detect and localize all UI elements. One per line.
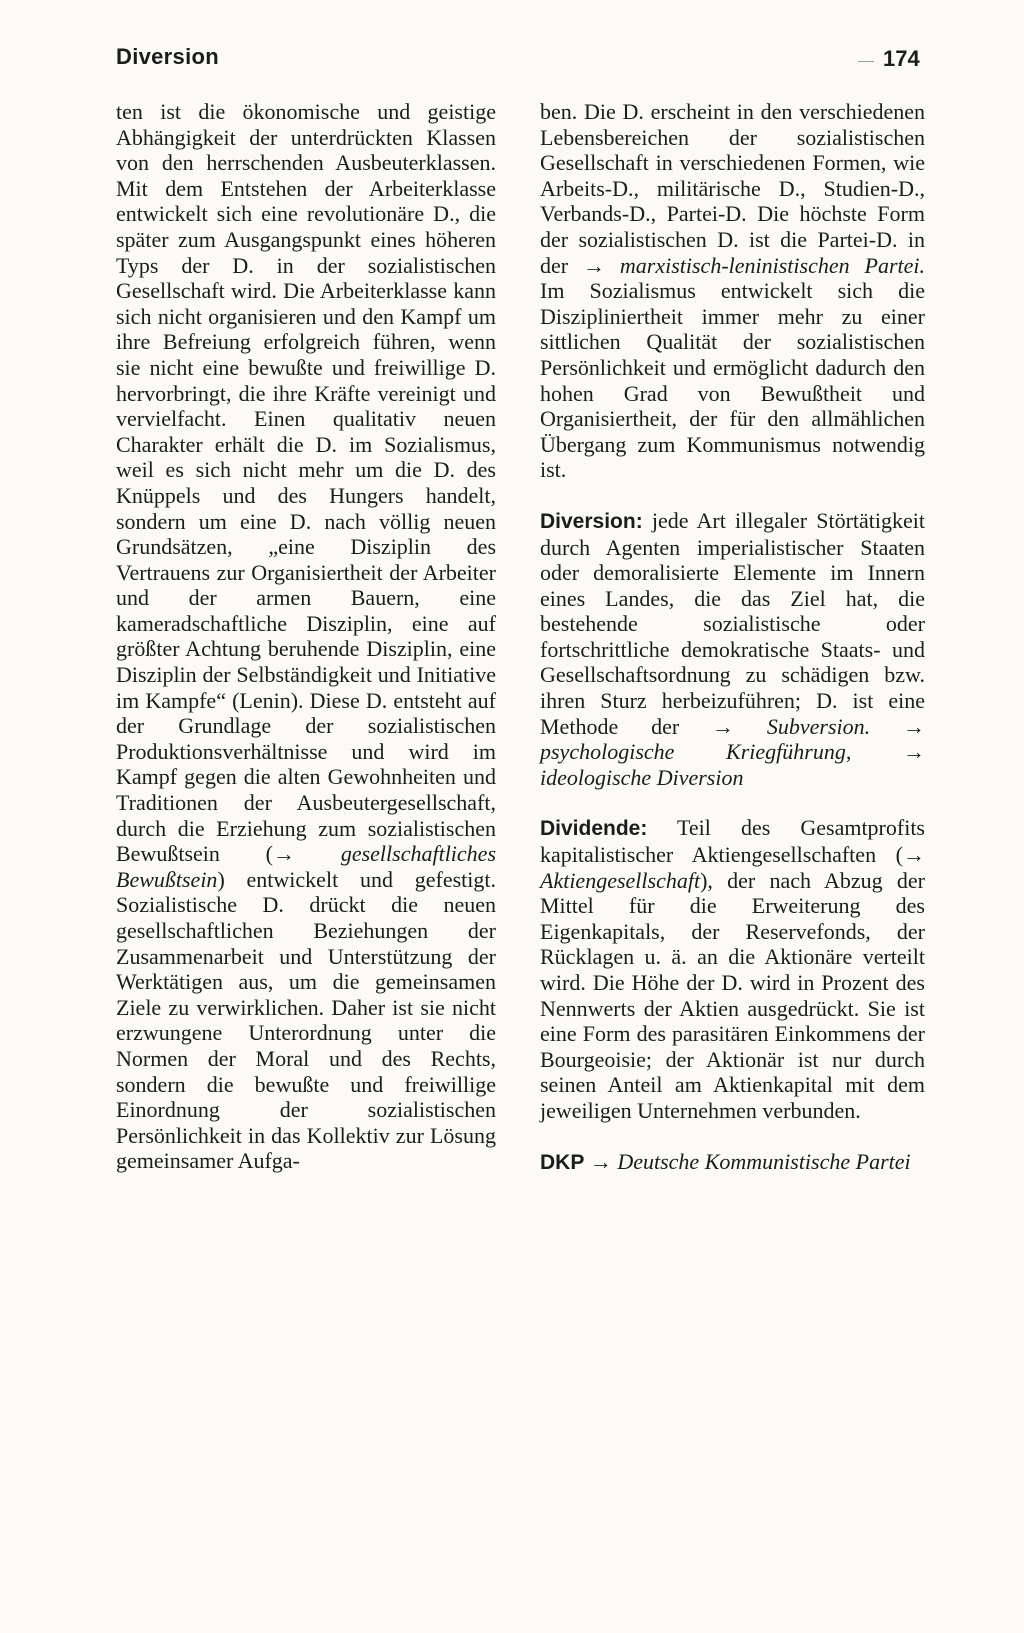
running-head-keyword: Diversion: [116, 44, 219, 69]
cross-reference-arrow-icon: →: [712, 713, 735, 739]
cross-reference-link[interactable]: gesellschaftliches Bewußtsein: [116, 841, 497, 892]
entry-text: ), der nach Abzug der Mittel für die Erweiterung des Eigenkapitals, der Reservefonds, der Rücklagen u. ä. an die Aktionäre verteilt wird. Die Höhe der D. wird in Prozent des Nennwerts der Aktien ausgedrückt. Sie ist eine Form des parasitären Einkommens der Bourgeoisie; der Aktionär ist nur durch seinen Anteil am Aktienkapital mit dem jeweiligen Unternehmen verbunden.: [540, 867, 925, 1123]
entry-headword: DKP: [540, 1150, 585, 1174]
cross-reference-arrow-icon: →: [903, 739, 925, 765]
entry-text: jede Art illegaler Störtätigkeit durch Agenten imperialistischer Staaten oder demoralisierte Elemente im Innern eines Landes, die das Ziel hat, die bestehende sozialistische oder fortschrittliche demokratische Staats- und Gesellschaftsordnung zu schädigen bzw. ihren Sturz herbeizuführen; D. ist eine Methode der: [540, 507, 925, 739]
cross-reference-link[interactable]: Deutsche Kommunistische Partei: [617, 1148, 911, 1174]
entry-text: Teil des Gesamtprofits kapitalistischer Aktiengesellschaften (: [540, 815, 925, 868]
left-column: [116, 99, 496, 1174]
entry-headword: Dividende:: [540, 817, 648, 841]
cross-reference-arrow-icon: →: [589, 1148, 612, 1174]
entry-dkp: [540, 1149, 925, 1176]
right-column: [540, 99, 925, 1175]
cross-reference-link[interactable]: Aktiengesellschaft: [540, 867, 701, 893]
cross-reference-arrow-icon: →: [582, 252, 605, 278]
entry-dividende: [540, 815, 925, 1123]
body-text: Im Sozialismus entwickelt sich die Diszipliniertheit immer mehr zu einer sittlichen Qualität der sozialistischen Persönlichkeit und ermöglicht dadurch den hohen Grad von Bewußtheit und Organisiertheit, der für den allmählichen Übergang zum Kommunismus notwendig ist.: [540, 278, 925, 483]
page-number: 174: [883, 46, 920, 71]
cross-reference-arrow-icon: →: [903, 713, 925, 739]
entry-diversion: [540, 508, 925, 791]
cross-reference-link[interactable]: marxistisch-leninistischen Partei.: [619, 252, 925, 278]
disziplin-entry-continuation: [540, 99, 925, 483]
body-text: ben. Die D. erscheint in den verschiedenen Lebensbereichen der sozialistischen Gesellschaft in verschiedenen Formen, wie Arbeits-D., militärische D., Studien-D., Verbands-D., Partei-D. Die höchste Form der sozialistischen D. ist die Partei-D. in der: [540, 99, 925, 278]
cross-reference-link[interactable]: ideologische Diversion: [540, 764, 744, 790]
cross-reference-arrow-icon: →: [273, 841, 296, 867]
cross-reference-link[interactable]: psychologische Kriegführung,: [540, 739, 852, 765]
body-text: ten ist die ökonomische und geistige Abhängigkeit der unterdrückten Klassen von den herrschenden Ausbeuterklassen. Mit dem Entstehen der Arbeiterklasse entwickelt sich eine revolutionäre D., die später zum Ausgangspunkt eines höheren Typs der D. in der sozialistischen Gesellschaft wird. Die Arbeiterklasse kann sich nicht organisieren und den Kampf um ihre Befreiung erfolgreich führen, wenn sie nicht eine bewußte und freiwillige D. hervorbringt, die ihre Kräfte vereinigt und vervielfacht. Einen qualitativ neuen Charakter erhält die D. im Sozialismus, weil es sich nicht mehr um die D. des Knüppels und des Hungers handelt, sondern um eine D. nach völlig neuen Grundsätzen, „eine Disziplin des Vertrauens zur Organisiertheit der Arbeiter und der armen Bauern, eine kameradschaftliche Disziplin, eine auf größter Achtung beruhende Disziplin, eine Disziplin der Selbständigkeit und Initiative im Kampfe“ (Lenin). Diese D. entsteht auf der Grundlage der sozialistischen Produktionsverhältnisse und wird im Kampf gegen die alten Gewohnheiten und Traditionen der Ausbeutergesellschaft, durch die Erziehung zum sozialistischen Bewußtsein (: [116, 99, 496, 867]
disziplin-entry-continuation: [116, 99, 496, 1174]
header-rule: [858, 61, 874, 62]
cross-reference-link[interactable]: Subversion.: [766, 713, 871, 739]
entry-headword: Diversion:: [540, 509, 643, 533]
cross-reference-arrow-icon: →: [903, 842, 925, 868]
body-text: ) entwickelt und gefestigt. Sozialistische D. drückt die neuen gesellschaftlichen Beziehungen der Zusammenarbeit und Unterstützung der Werktätigen aus, um die gemeinsamen Ziele zu verwirklichen. Daher ist sie nicht erzwungene Unterordnung unter die Normen der Moral und des Rechts, sondern die bewußte und freiwillige Einordnung der sozialistischen Persönlichkeit in das Kollektiv zur Lösung gemeinsamer Aufga-: [116, 866, 496, 1174]
